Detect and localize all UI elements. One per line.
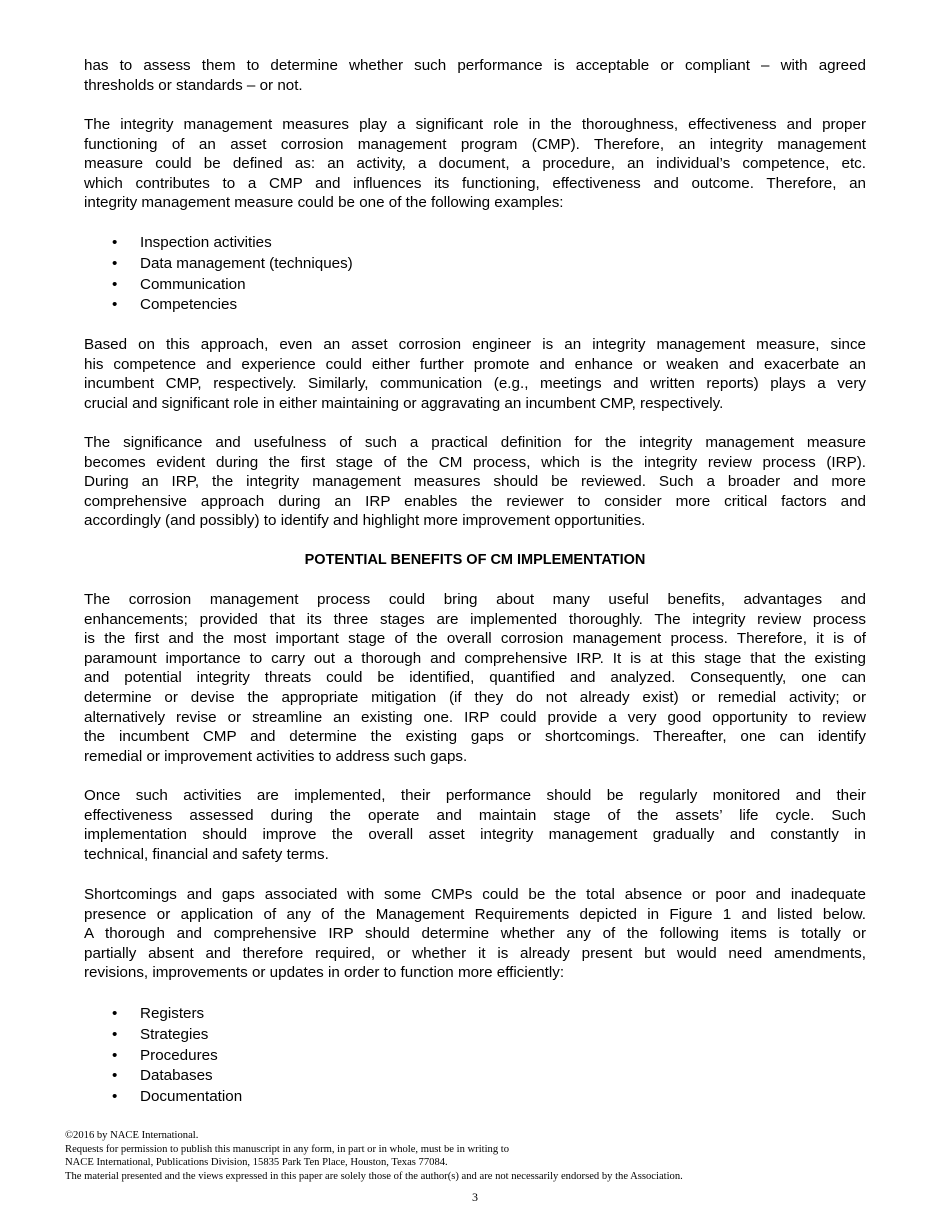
- list-item-text: Databases: [140, 1067, 213, 1085]
- text-line: integrity management measure could be one of the following examples:: [84, 194, 564, 212]
- paragraph: [84, 433, 866, 531]
- list-item: [84, 1025, 242, 1046]
- text-line: effectiveness assessed during the operate and maintain stage of the assets’ life cycle. Such: [84, 806, 866, 824]
- text-line: technical, financial and safety terms.: [84, 845, 329, 863]
- bullet-icon: •: [112, 1005, 118, 1022]
- text-line: The integrity management measures play a significant role in the thoroughness, effectiveness and proper: [84, 116, 866, 133]
- bullet-icon: •: [112, 1025, 118, 1043]
- list-item: [84, 1066, 242, 1087]
- text-line: A thorough and comprehensive IRP should determine whether any of the following items is totally or: [84, 925, 866, 943]
- bullet-icon: •: [112, 254, 118, 272]
- list-item-text: Procedures: [140, 1046, 218, 1064]
- footer-line: ©2016 by NACE International.: [65, 1130, 199, 1141]
- paragraph: [84, 115, 866, 213]
- paragraph: [84, 335, 866, 413]
- list-item-text: Communication: [140, 275, 246, 293]
- list-item-text: Competencies: [140, 296, 238, 314]
- text-line: comprehensive approach during an IRP enables the reviewer to consider more critical factors and: [84, 492, 866, 510]
- list-item: [84, 1087, 242, 1108]
- list-item: [84, 1046, 242, 1067]
- text-line: Shortcomings and gaps associated with some CMPs could be the total absence or poor and inadequate: [84, 886, 866, 903]
- text-line: Based on this approach, even an asset corrosion engineer is an integrity management measure, since: [84, 336, 866, 353]
- bullet-icon: •: [112, 1088, 118, 1106]
- text-line: and potential integrity threats could be identified, quantified and analyzed. Consequently, one can: [84, 669, 866, 687]
- footer-line: NACE International, Publications Division, 15835 Park Ten Place, Houston, Texas 77084.: [65, 1157, 448, 1168]
- text-line: The corrosion management process could bring about many useful benefits, advantages and: [84, 591, 866, 608]
- text-line: crucial and significant role in either maintaining or aggravating an incumbent CMP, respectively.: [84, 394, 724, 412]
- text-line: presence or application of any of the Management Requirements depicted in Figure 1 and listed below.: [84, 905, 866, 923]
- text-line: remedial or improvement activities to address such gaps.: [84, 747, 468, 765]
- text-line: measure could be defined as: an activity, a document, a procedure, an individual’s competence, etc.: [84, 155, 866, 173]
- paragraph: [84, 885, 866, 983]
- list-item: [84, 254, 353, 275]
- footer: [65, 1129, 683, 1183]
- text-line: functioning of an asset corrosion management program (CMP). Therefore, an integrity management: [84, 135, 866, 153]
- paragraph: [84, 56, 866, 95]
- list-item: [84, 233, 353, 254]
- bullet-icon: •: [112, 1046, 118, 1064]
- text-line: thresholds or standards – or not.: [84, 76, 303, 94]
- text-line: incumbent CMP, respectively. Similarly, communication (e.g., meetings and written reports) plays a very: [84, 375, 866, 393]
- bullet-icon: •: [112, 275, 118, 293]
- bullet-icon: •: [112, 296, 118, 314]
- paragraph: [84, 786, 866, 864]
- text-line: becomes evident during the first stage of the CM process, which is the integrity review process (IRP).: [84, 453, 866, 471]
- list-item-text: Data management (techniques): [140, 254, 353, 272]
- bullet-list: [84, 1004, 242, 1108]
- section-heading: POTENTIAL BENEFITS OF CM IMPLEMENTATION: [304, 552, 646, 568]
- text-line: enhancements; provided that its three stages are implemented thoroughly. The integrity review process: [84, 610, 866, 628]
- footer-line: The material presented and the views expressed in this paper are solely those of the author(s) and are not necessarily endorsed by the Association.: [65, 1170, 683, 1182]
- text-line: implementation should improve the overall asset integrity management gradually and constantly in: [84, 826, 866, 844]
- list-item: [84, 295, 353, 316]
- bullet-list: [84, 233, 353, 316]
- text-line: revisions, improvements or updates in order to function more efficiently:: [84, 964, 565, 982]
- list-item-text: Documentation: [140, 1088, 243, 1106]
- text-line: determine or devise the appropriate mitigation (if they do not already exist) or remedial activity; or: [84, 688, 866, 706]
- list-item-text: Inspection activities: [140, 234, 272, 251]
- text-line: is the first and the most important stage of the overall corrosion management process. Therefore, it is of: [84, 630, 866, 648]
- list-item-text: Strategies: [140, 1025, 209, 1043]
- bullet-icon: •: [112, 234, 118, 251]
- text-line: During an IRP, the integrity management measures should be reviewed. Such a broader and more: [84, 473, 866, 491]
- text-line: which contributes to a CMP and influences its functioning, effectiveness and outcome. Therefore, an: [84, 174, 866, 192]
- bullet-icon: •: [112, 1067, 118, 1085]
- text-line: the incumbent CMP and determine the existing gaps or shortcomings. Thereafter, one can identify: [84, 728, 866, 746]
- text-line: partially absent and therefore required, or whether it is already present but would need amendments,: [84, 944, 866, 962]
- text-line: has to assess them to determine whether such performance is acceptable or compliant – with agreed: [84, 57, 866, 74]
- list-item: [84, 275, 353, 296]
- page-number: 3: [472, 1190, 478, 1204]
- paragraph: [84, 590, 866, 766]
- footer-line: Requests for permission to publish this manuscript in any form, in part or in whole, must be in writing to: [65, 1143, 510, 1155]
- text-line: Once such activities are implemented, their performance should be regularly monitored and their: [84, 787, 866, 804]
- list-item-text: Registers: [140, 1005, 205, 1022]
- text-line: The significance and usefulness of such a practical definition for the integrity management measure: [84, 434, 866, 451]
- text-line: accordingly (and possibly) to identify and highlight more improvement opportunities.: [84, 512, 646, 530]
- text-line: his competence and experience could either further promote and enhance or weaken and exacerbate an: [84, 355, 866, 373]
- text-line: paramount importance to carry out a thorough and comprehensive IRP. It is at this stage that the existing: [84, 649, 866, 667]
- text-line: alternatively revise or streamline an existing one. IRP could provide a very good opportunity to review: [84, 708, 866, 726]
- list-item: [84, 1004, 242, 1025]
